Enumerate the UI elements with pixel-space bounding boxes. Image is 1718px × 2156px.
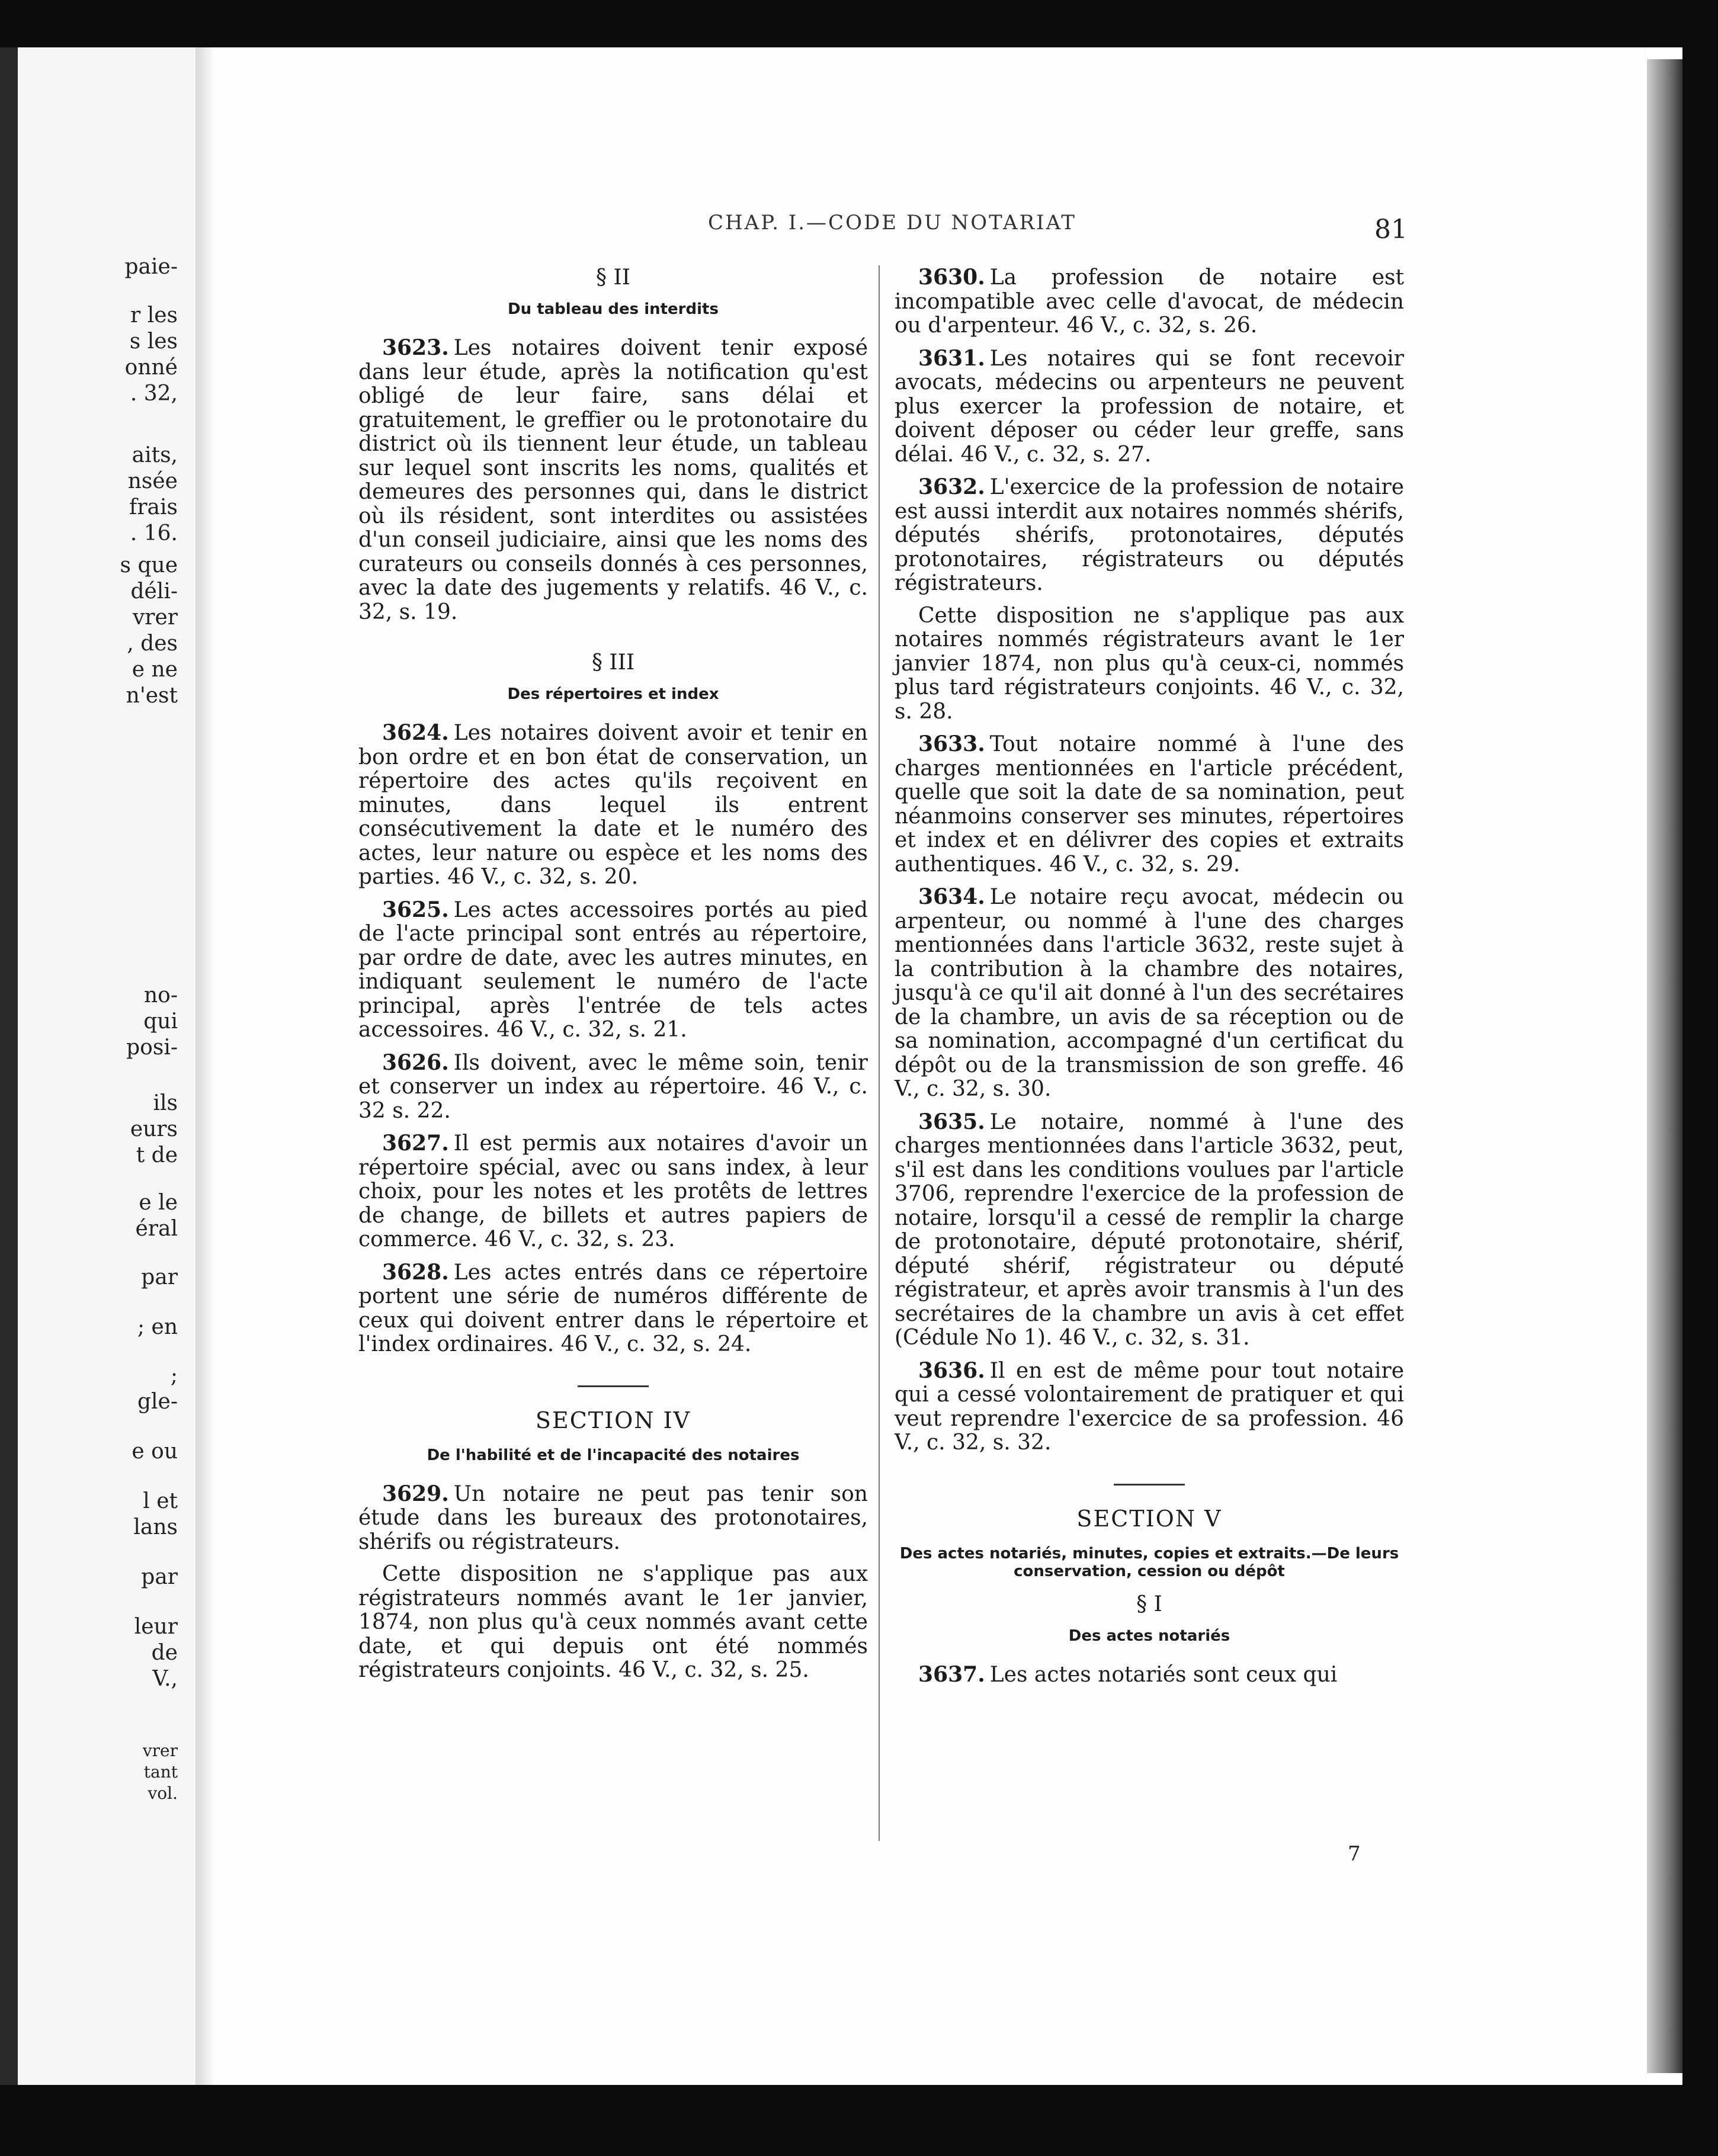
paragraph-heading: § I [1136, 1592, 1162, 1616]
left-fragment: eurs [130, 1117, 178, 1141]
page-number: 81 [1374, 214, 1408, 245]
left-fragment: r les [130, 303, 178, 328]
article-text: Les actes accessoires portés au pied de l'acte principal sont entrés au répertoire, par ordre de date, avec les autres minutes, en indiquant seulement le numéro de l'acte principal, après l'entrée de tels actes accessoires. 46 V., c. 32, s. 21. [358, 897, 868, 1042]
book-gutter [195, 47, 213, 2085]
page-edge-stack [1647, 59, 1682, 2073]
article-continuation: Cette disposition ne s'applique pas aux régistrateurs nommés avant le 1er janvier, 1874, non plus qu'à ceux nommés avant cette date, et qui depuis ont été nommés régistrateurs conjoints. 46 V., c. 32, s. 25. [358, 1562, 868, 1682]
left-fragment: ; [170, 1363, 178, 1388]
article-3635 [895, 1110, 1404, 1350]
left-fragment: de [151, 1641, 178, 1665]
article-text: Il en est de même pour tout notaire qui a cessé volontairement de pratiquer et qui veut reprendre l'exercice de sa profession. 46 V., c. 32, s. 32. [895, 1358, 1404, 1455]
article-number: 3633. [918, 732, 985, 756]
article-text: Les notaires qui se font recevoir avocats, médecins ou arpenteurs ne peuvent plus exercer la profession de notaire, et doivent déposer ou céder leur greffe, sans délai. 46 V., c. 32, s. 27. [895, 346, 1404, 467]
left-fragment: leur [134, 1615, 178, 1639]
article-number: 3634. [918, 884, 985, 909]
article-3633 [895, 732, 1404, 877]
section-separator [1114, 1484, 1185, 1486]
running-head: CHAP. I.—CODE DU NOTARIAT [708, 211, 1076, 235]
left-fragment: frais [129, 495, 178, 519]
article-text: Ils doivent, avec le même soin, tenir et conserver un index au répertoire. 46 V., c. 32 s. 22. [358, 1050, 868, 1123]
paragraph-subheading: Des actes notariés [1068, 1626, 1230, 1645]
left-fragment: vrer [132, 605, 178, 630]
article-text: Le notaire, nommé à l'une des charges mentionnées dans l'article 3632, peut, s'il est dans les conditions voulues par l'article 3706, reprendre l'exercice de la profession de notaire, lorsqu'il a cessé de remplir la charge de protonotaire, député protonotaire, shérif, député shérif, régistrateur ou député régistrateur, et après avoir transmis à l'un des secrétaires de la chambre un avis à cet effet (Cédule No 1). 46 V., c. 32, s. 31. [895, 1109, 1404, 1350]
article-continuation: Cette disposition ne s'applique pas aux notaires nommés régistrateurs avant le 1er janvier 1874, non plus qu'à ceux-ci, nommés plus tard régistrateurs conjoints. 46 V., c. 32, s. 28. [895, 603, 1404, 724]
article-3634 [895, 885, 1404, 1102]
left-fragment: par [141, 1565, 178, 1589]
article-3624 [358, 721, 868, 890]
left-fragment: onné [124, 355, 178, 380]
left-fragment: s que [120, 553, 178, 578]
article-number: 3625. [382, 897, 449, 922]
left-fragment: ils [153, 1091, 178, 1115]
left-fragment: ; en [137, 1315, 178, 1339]
article-number: 3631. [918, 345, 985, 371]
article-text: Les actes entrés dans ce répertoire portent une série de numéros différente de ceux qui doivent entrer dans le répertoire et l'index ordinaires. 46 V., c. 32, s. 24. [358, 1260, 868, 1356]
article-3630 [895, 265, 1404, 338]
article-3629 [358, 1482, 868, 1555]
section-heading: SECTION IV [535, 1407, 691, 1433]
article-text: La profession de notaire est incompatible avec celle d'avocat, de médecin ou d'arpenteur. 46 V., c. 32, s. 26. [895, 265, 1404, 338]
left-fragment: paie- [124, 255, 178, 279]
left-fragment: aits, [132, 443, 178, 467]
article-3623 [358, 336, 868, 624]
article-number: 3637. [918, 1661, 985, 1687]
left-fragment: nsée [127, 469, 178, 493]
article-number: 3624. [382, 720, 449, 745]
article-number: 3636. [918, 1358, 985, 1383]
signature-mark: 7 [1348, 1842, 1361, 1866]
section-separator [578, 1385, 649, 1387]
left-fragment: éral [135, 1217, 178, 1241]
article-text: Un notaire ne peut pas tenir son étude dans les bureaux des protonotaires, shérifs ou régistrateurs. [358, 1481, 868, 1554]
article-3631 [895, 346, 1404, 467]
left-fragment: s les [129, 329, 178, 354]
left-fragment: tant [143, 1762, 178, 1782]
scan-border-top [0, 0, 1718, 47]
left-fragment: . 32, [130, 381, 178, 406]
article-3636 [895, 1359, 1404, 1455]
paragraph-subheading: Du tableau des interdits [508, 300, 719, 318]
left-fragment: vrer [142, 1741, 178, 1760]
article-number: 3629. [382, 1481, 449, 1506]
article-number: 3628. [382, 1259, 449, 1285]
article-text: Tout notaire nommé à l'une des charges mentionnées en l'article précédent, quelle que soit la date de sa nomination, peut néanmoins conserver ses minutes, répertoires et index et en délivrer des copies et extraits authentiques. 46 V., c. 32, s. 29. [895, 732, 1404, 877]
article-text: Les actes notariés sont ceux qui [989, 1662, 1338, 1687]
left-fragment: e ne [132, 657, 178, 682]
column-rule [879, 265, 880, 1841]
left-fragment: vol. [148, 1783, 178, 1803]
left-fragment: , des [127, 631, 178, 656]
article-number: 3627. [382, 1131, 449, 1156]
left-fragment: e ou [132, 1439, 178, 1464]
article-3632 [895, 475, 1404, 596]
left-column [358, 265, 868, 1691]
article-number: 3630. [918, 265, 985, 290]
article-text: Les notaires doivent avoir et tenir en bon ordre et en bon état de conservation, un répertoire des actes qu'ils reçoivent en minutes, dans lequel ils entrent consécutivement la date et le numéro des actes, leur nature ou espèce et les noms des parties. 46 V., c. 32, s. 20. [358, 721, 868, 889]
article-number: 3635. [918, 1109, 985, 1134]
left-fragment: no- [143, 983, 178, 1008]
article-3626 [358, 1051, 868, 1124]
paragraph-heading: § II [596, 265, 630, 290]
left-fragment: qui [143, 1009, 178, 1034]
section-subheading: De l'habilité et de l'incapacité des notaires [427, 1446, 800, 1464]
left-fragment: t de [136, 1143, 178, 1167]
article-text: Il est permis aux notaires d'avoir un répertoire spécial, avec ou sans index, à leur choix, pour les notes et les protêts de lettres de change, de billets et autres papiers de commerce. 46 V., c. 32, s. 23. [358, 1131, 868, 1252]
article-text: Le notaire reçu avocat, médecin ou arpenteur, ou nommé à l'une des charges mentionnées dans l'article 3632, reste sujet à la contribution à la chambre des notaires, jusqu'à ce qu'il ait donné à l'un des secrétaires de la chambre, un avis de sa réception ou de sa nomination, accompagné d'un certificat du dépôt ou de la transmission de son greffe. 46 V., c. 32, s. 30. [895, 885, 1404, 1101]
left-fragment: lans [133, 1515, 178, 1539]
right-column [895, 265, 1404, 1695]
left-fragment: posi- [126, 1035, 178, 1060]
article-number: 3626. [382, 1050, 449, 1075]
article-number: 3623. [382, 335, 449, 360]
section-heading: SECTION V [1076, 1505, 1222, 1532]
article-3628 [358, 1260, 868, 1357]
article-3637 [895, 1663, 1404, 1687]
left-fragment: déli- [130, 579, 178, 604]
left-page-text-fragments [0, 0, 190, 2156]
left-fragment: . 16. [130, 521, 178, 546]
scan-border-right [1682, 0, 1718, 2156]
article-text: Les notaires doivent tenir exposé dans leur étude, après la notification qu'est obligé de leur faire, sans délai et gratuitement, le greffier ou le protonotaire du district où ils tiennent leur étude, un tableau sur lequel sont inscrits les noms, qualités et demeures des personnes qui, dans le district où ils résident, sont interdites ou assistées d'un conseil judiciaire, ainsi que les noms des curateurs ou conseils donnés à ces personnes, avec la date des jugements y relatifs. 46 V., c. 32, s. 19. [358, 336, 868, 624]
left-fragment: n'est [126, 684, 178, 708]
scan-border-bottom [0, 2085, 1718, 2156]
article-3627 [358, 1131, 868, 1252]
left-fragment: e le [139, 1191, 178, 1215]
article-text: L'exercice de la profession de notaire est aussi interdit aux notaires nommés shérifs, députés shérifs, protonotaires, députés protonotaires, régistrateurs ou députés régistrateurs. [895, 475, 1404, 595]
article-number: 3632. [918, 474, 985, 499]
left-fragment: gle- [137, 1390, 178, 1414]
section-subheading: Des actes notariés, minutes, copies et extraits.—De leurs conservation, cession ou dépôt [899, 1544, 1399, 1580]
article-3625 [358, 898, 868, 1042]
paragraph-heading: § III [591, 650, 635, 675]
paragraph-subheading: Des répertoires et index [507, 685, 719, 703]
left-fragment: l et [143, 1489, 178, 1513]
left-fragment: par [141, 1265, 178, 1289]
left-fragment: V., [152, 1667, 178, 1691]
